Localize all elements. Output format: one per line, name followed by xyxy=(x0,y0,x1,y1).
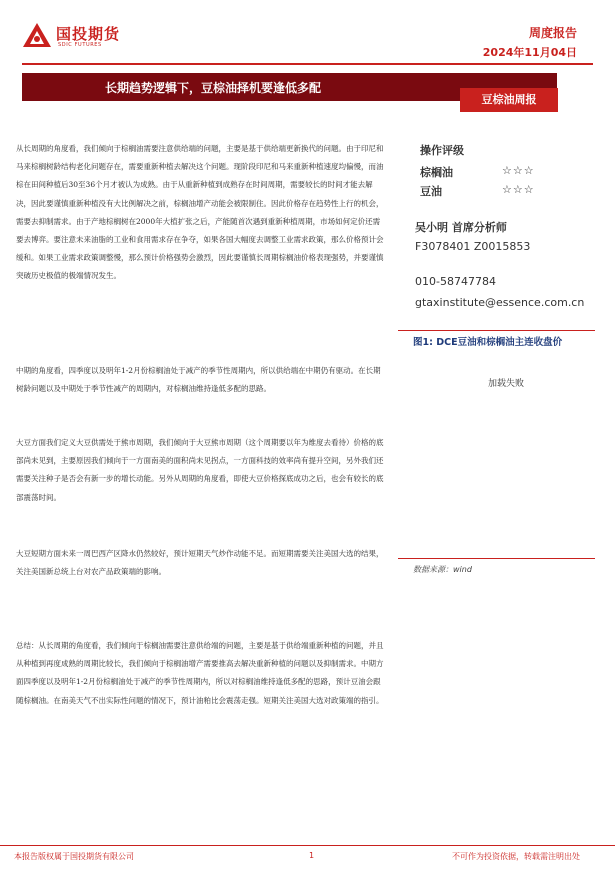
figure-title: 图1: DCE豆油和棕榈油主连收盘价 xyxy=(413,337,563,348)
report-type: 周度报告 xyxy=(528,26,577,40)
paragraph-long-term: 从长周期的角度看，我们倾向于棕榈油需要注意供给端的问题，主要是基于供给端更新换代的问题。由于印尼和马来棕榈树龄结构老化问题存在，需要重新种植去解决这个问题。现阶段印尼和马来重新种植速度均偏慢，而油棕在田间种植后30至36个月才被认为成熟。由于从重新种植到成熟存在时间周期，需要较长的时间才能去解决，因此要谨慎重新种植没有大比例解决之前，棕榈油增产动能会被限制住。因此价格存在趋势性上行的机会，需要去抑制需求。由于产地棕榈树在2000年大植扩张之后，产能随首次遇到重新种植周期，市场如何定价还需要去博弈。要注意未来油脂的工业和食用需求存在争夺，如果各国大幅度去调整工业需求政策，那么价格预计会缓和。如果工业需求政策调整慢，那么预计价格强势会激烈，因此要谨慎长周期棕榈油价格表现强势，并要谨慎突破历史极值的极端情况发生。 xyxy=(16,144,384,281)
paragraph-soybean-short-term: 大豆短期方面未来一周巴西产区降水仍然较好，预计短期天气炒作动能不足。而短期需要关注美国大选的结果，关注美国新总统上台对农产品政策端的影响。 xyxy=(16,549,384,577)
analyst-phone: 010-58747784 xyxy=(415,275,496,288)
paragraph-soybean: 大豆方面我们定义大豆供需处于熊市周期，我们倾向于大豆熊市周期（这个周期要以年为维度去看待）价格的底部尚未见到，主要原因我们倾向于一方面南美的面积尚未见拐点，一方面科技的效率尚有提升空间，另外我们还需要关注种子是否会有新一步的增长动能。另外从周期的角度看，即使大豆价格探底成功之后，也会有较长的底部震荡时间。 xyxy=(16,438,384,502)
company-name-cn: 国投期货 xyxy=(56,25,121,43)
report-date: 2024年11月04日 xyxy=(482,46,577,59)
rating-stars-icon: ☆☆☆ xyxy=(502,183,535,196)
rating-name: 棕榈油 xyxy=(420,166,453,179)
rating-stars-icon: ☆☆☆ xyxy=(502,164,535,177)
footer-copyright: 本报告版权属于国投期货有限公司 xyxy=(14,852,134,861)
header-divider xyxy=(22,63,593,65)
footer-disclaimer: 不可作为投资依据，转载需注明出处 xyxy=(452,852,580,861)
report-category-tag: 豆棕油周报 xyxy=(460,88,558,112)
rating-row-soybean-oil xyxy=(420,183,550,201)
figure-divider xyxy=(398,330,595,331)
rating-name: 豆油 xyxy=(420,185,442,198)
paragraph-summary: 总结：从长周期的角度看，我们倾向于棕榈油需要注意供给端的问题，主要是基于供给端重新种植的问题，并且从种植到再度成熟的周期比较长，我们倾向于棕榈油增产需要推高去解决重新种植的问题以及抑制需求。中期方面四季度以及明年1-2月份棕榈油处于减产的季节性周期内，所以对棕榈油维持逢低多配的思路，预计豆油会跟随棕榈油。在南美天气不出实际性问题的情况下，预计油粕比会震荡走强。短期关注美国大选对政策端的指引。 xyxy=(16,641,384,705)
report-title: 长期趋势逻辑下，豆棕油择机要逢低多配 xyxy=(105,81,322,95)
company-name-en: SDIC FUTURES xyxy=(58,42,102,48)
logo-mark-icon xyxy=(22,22,52,48)
paragraph-mid-term: 中期的角度看，四季度以及明年1-2月份棕榈油处于减产的季节性周期内，所以供给端在中期仍有驱动。在长期树龄问题以及中期处于季节性减产的周期内，对棕榈油维持逢低多配的思路。 xyxy=(16,366,381,394)
rating-heading: 操作评级 xyxy=(420,144,464,157)
analyst-email[interactable]: gtaxinstitute@essence.com.cn xyxy=(415,296,585,309)
analyst-name: 吴小明 首席分析师 xyxy=(415,221,507,234)
company-logo xyxy=(22,22,137,50)
analyst-license: F3078401 Z0015853 xyxy=(415,240,531,253)
figure-load-failed: 加载失败 xyxy=(488,379,525,389)
footer-divider xyxy=(0,845,615,846)
rating-row-palm-oil xyxy=(420,164,550,182)
data-source: 数据来源：wind xyxy=(413,565,472,574)
source-divider xyxy=(398,558,595,559)
page-number: 1 xyxy=(309,851,315,860)
